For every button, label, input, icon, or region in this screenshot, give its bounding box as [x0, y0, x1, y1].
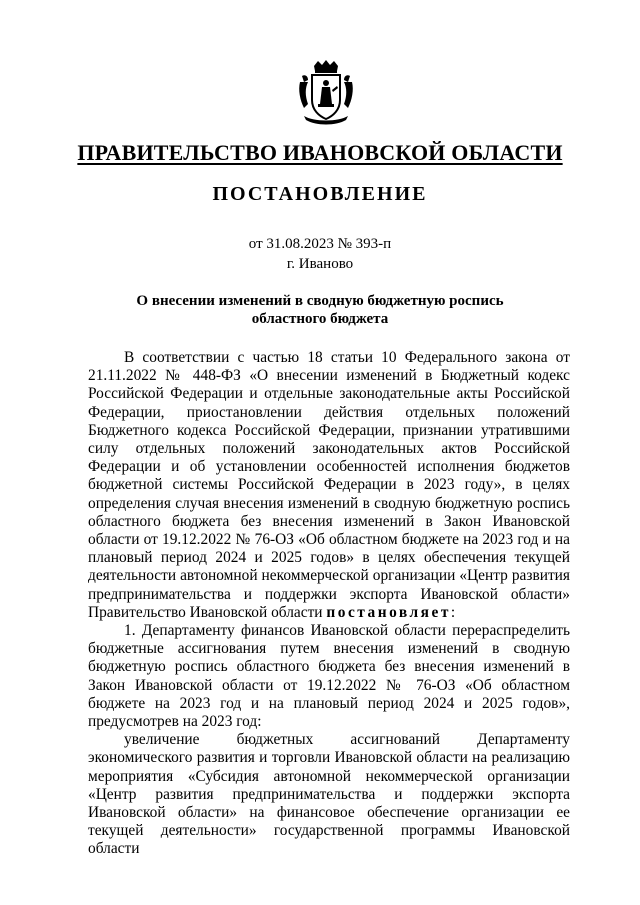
document-city: г. Иваново: [286, 256, 354, 272]
document-date-number: от 31.08.2023 № 393-п: [248, 236, 392, 252]
decree-colon: :: [450, 603, 456, 621]
document-subject: О внесении изменений в сводную бюджетную роспись областного бюджета: [136, 293, 504, 327]
preamble-text: В соответствии с частью 18 статьи 10 Федерального закона от 21.11.2022 № 448-ФЗ «О внесении изменений в Бюджетный кодекс Российской Федерации и отдельные законодательные акты Российской Федерации, приостановлении действия отдельных положений Бюджетного кодекса Российской Федерации, признании утратившими силу отдельных положений законодательных актов Российской Федерации и об установлении особенностей исполнения бюджетов бюджетной системы Российской Федерации в 2023 году», в целях определения случая внесения изменений в сводную бюджетную роспись областного бюджета без внесения изменений в Закон Ивановской области от 19.12.2022 № 76-ОЗ «Об областном бюджете на 2023 год и на плановый период 2024 и 2025 годов» в целях обеспечения текущей деятельности автономной некоммерческой организации «Центр развития предпринимательства и поддержки экспорта Ивановской области» Правительство Ивановской области: [88, 349, 570, 621]
organization-title: ПРАВИТЕЛЬСТВО ИВАНОВСКОЙ ОБЛАСТИ: [77, 140, 563, 165]
item-1-sub-paragraph: увеличение бюджетных ассигнований Департаменту экономического развития и торговли Ивановской области на реализацию мероприятия «Субсидия автономной некоммерческой организации «Центр развития предпринимательства и поддержки экспорта Ивановской области» на финансовое обеспечение организации ее текущей деятельности» государственной программы Ивановской области: [88, 731, 570, 858]
decree-word: постановляет: [326, 603, 451, 621]
document-body: [88, 349, 570, 859]
preamble-paragraph: [88, 349, 570, 622]
ivanovo-coat-of-arms-icon: [296, 60, 356, 126]
document-type-heading: ПОСТАНОВЛЕНИЕ: [212, 183, 428, 205]
item-1-paragraph: 1. Департаменту финансов Ивановской области перераспределить бюджетные ассигнования путем внесения изменений в сводную бюджетную роспись областного бюджета без внесения изменений в Закон Ивановской области от 19.12.2022 № 76-ОЗ «Об областном бюджете на 2023 год и на плановый период 2024 и 2025 годов», предусмотрев на 2023 год:: [88, 622, 570, 731]
